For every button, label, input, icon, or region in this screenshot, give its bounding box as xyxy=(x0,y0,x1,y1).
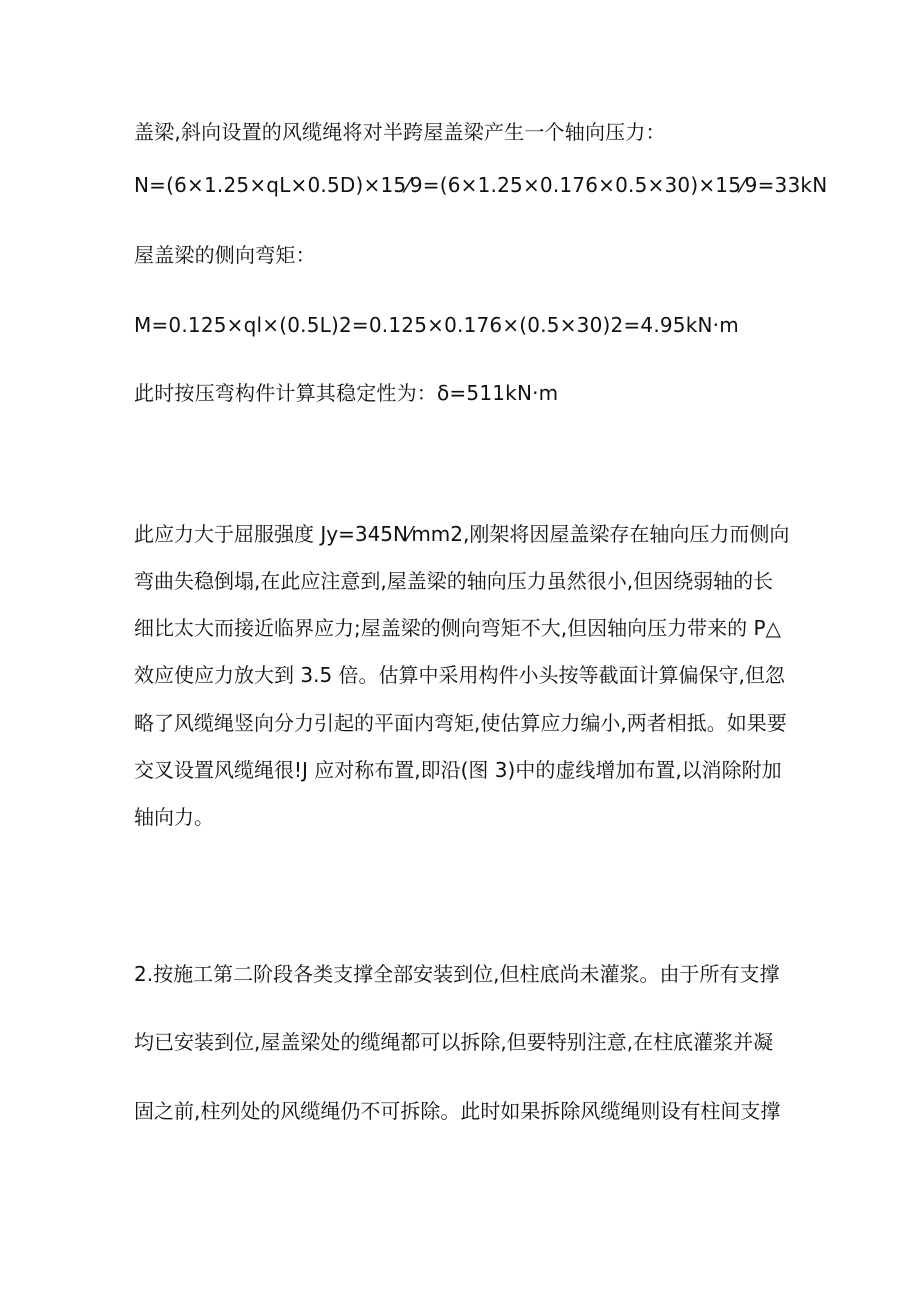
text-line-lateral-moment-intro: 屋盖梁的侧向弯矩： xyxy=(134,243,316,267)
paragraph-stress-line: 效应使应力放大到 3.5 倍。估算中采用构件小头按等截面计算偏保守,但忽 xyxy=(134,663,785,687)
paragraph-stage2-line: 均已安装到位,屋盖梁处的缆绳都可以拆除,但要特别注意,在柱底灌浆并凝 xyxy=(134,1030,774,1054)
text-line-axial-force-intro: 盖梁,斜向设置的风缆绳将对半跨屋盖梁产生一个轴向压力： xyxy=(134,120,666,144)
paragraph-stress-line: 轴向力。 xyxy=(134,805,214,829)
paragraph-stress-line: 略了风缆绳竖向分力引起的平面内弯矩,使估算应力编小,两者相抵。如果要 xyxy=(134,711,787,735)
paragraph-stress-line: 交叉设置风缆绳很!J 应对称布置,即沿(图 3)中的虚线增加布置,以消除附加 xyxy=(134,758,782,782)
paragraph-stress-line: 此应力大于屈服强度 Jy=345N⁄mm2,刚架将因屋盖梁存在轴向压力而侧向 xyxy=(134,522,790,546)
paragraph-stage2-line: 2.按施工第二阶段各类支撑全部安装到位,但柱底尚未灌浆。由于所有支撑 xyxy=(134,962,780,986)
paragraph-stage2-line: 固之前,柱列处的风缆绳仍不可拆除。此时如果拆除风缆绳则设有柱间支撑 xyxy=(134,1099,781,1123)
formula-axial-force: N=(6×1.25×qL×0.5D)×15⁄9=(6×1.25×0.176×0.5×30)×15⁄9=33kN xyxy=(134,173,828,197)
formula-lateral-moment: M=0.125×ql×(0.5L)2=0.125×0.176×(0.5×30)2=4.95kN·m xyxy=(134,313,739,337)
paragraph-stress-line: 弯曲失稳倒塌,在此应注意到,屋盖梁的轴向压力虽然很小,但因绕弱轴的长 xyxy=(134,569,774,593)
text-line-stability-result: 此时按压弯构件计算其稳定性为：δ=511kN·m xyxy=(134,381,559,405)
paragraph-stress-line: 细比太大而接近临界应力;屋盖梁的侧向弯矩不大,但因轴向压力带来的 P△ xyxy=(134,616,781,640)
